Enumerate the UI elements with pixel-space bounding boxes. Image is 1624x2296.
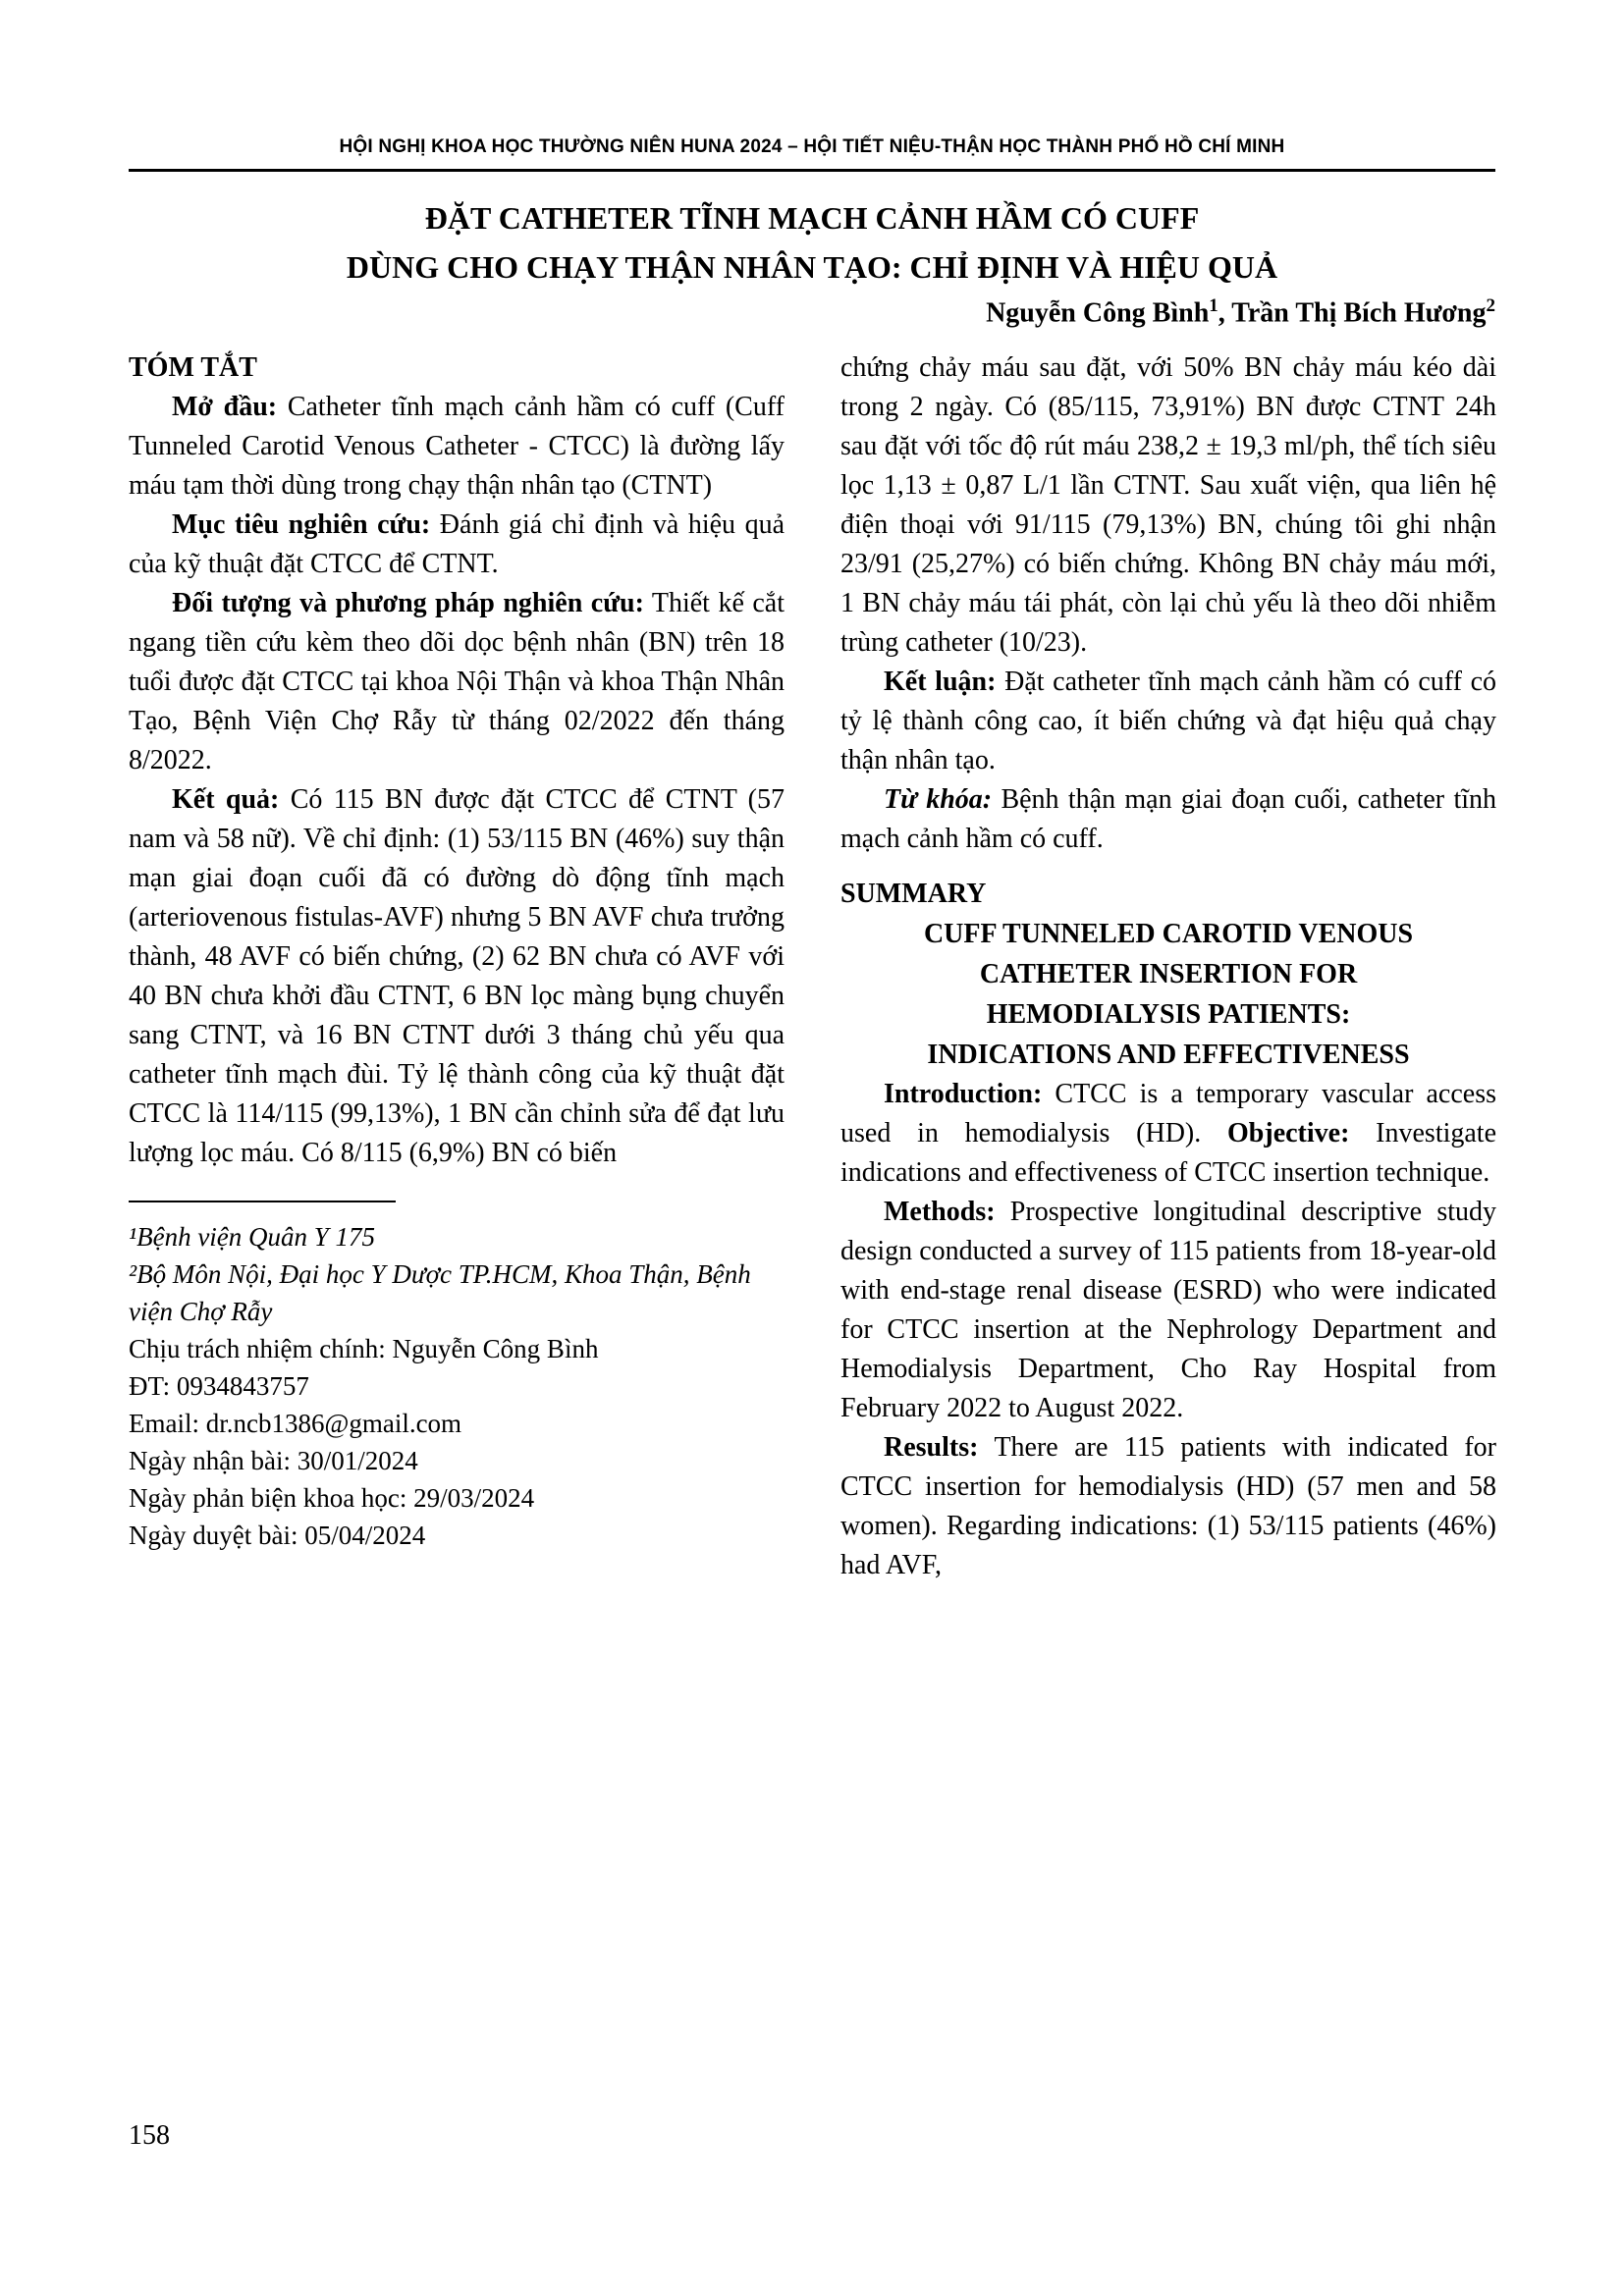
conclusion-paragraph — [840, 663, 1496, 780]
summary-introduction-paragraph — [840, 1075, 1496, 1193]
left-column — [129, 348, 785, 1554]
conference-header-text: HỘI NGHỊ KHOA HỌC THƯỜNG NIÊN HUNA 2024 – HỘI TIẾT NIỆU-THẬN HỌC THÀNH PHỐ HỒ CHÍ MINH — [339, 136, 1285, 157]
intro-text: Catheter tĩnh mạch cảnh hầm có cuff (Cuff Tunneled Carotid Venous Catheter - CTCC) là đường lấy máu tạm thời dùng trong chạy thận nhân tạo (CTNT) — [129, 392, 785, 501]
keywords-paragraph — [840, 780, 1496, 859]
keywords-label: Từ khóa: — [884, 784, 993, 815]
affiliation-2: ²Bộ Môn Nội, Đại học Y Dược TP.HCM, Khoa Thận, Bệnh viện Chợ Rẫy — [129, 1259, 751, 1326]
author-1-affiliation-mark: 1 — [1209, 295, 1218, 316]
footnote-block — [129, 1201, 785, 1554]
results-label: Kết quả: — [172, 784, 280, 815]
summary-objective-text: Investigate indications and effectiveness of CTCC insertion technique. — [840, 1118, 1497, 1188]
summary-methods-label: Methods: — [884, 1197, 996, 1227]
email-address: Email: dr.ncb1386@gmail.com — [129, 1409, 462, 1438]
right-column — [840, 348, 1496, 1585]
author-2-name: , Trần Thị Bích Hương — [1218, 297, 1487, 329]
english-title-line4: INDICATIONS AND EFFECTIVENESS — [927, 1040, 1410, 1070]
affiliation-1: ¹Bệnh viện Quân Y 175 — [129, 1222, 376, 1252]
english-title-line2: CATHETER INSERTION FOR — [979, 959, 1358, 989]
english-title — [840, 914, 1496, 1075]
corresponding-author: Chịu trách nhiệm chính: Nguyễn Công Bình — [129, 1334, 599, 1363]
summary-heading: SUMMARY — [840, 879, 987, 909]
phone-number: ĐT: 0934843757 — [129, 1371, 309, 1401]
author-1-name: Nguyễn Công Bình — [986, 297, 1210, 329]
date-received: Ngày nhận bài: 30/01/2024 — [129, 1446, 418, 1475]
abstract-heading: TÓM TẮT — [129, 352, 257, 383]
date-accepted: Ngày duyệt bài: 05/04/2024 — [129, 1521, 426, 1550]
abstract-methods-paragraph — [129, 584, 785, 780]
english-title-line3: HEMODIALYSIS PATIENTS: — [986, 999, 1351, 1030]
results-continued-paragraph: chứng chảy máu sau đặt, với 50% BN chảy máu kéo dài trong 2 ngày. Có (85/115, 73,91%) BN được CTNT 24h sau đặt với tốc độ rút máu 238,2 ± 19,3 ml/ph, thể tích siêu lọc 1,13 ± 0,87 L/1 lần CTNT. Sau xuất viện, qua liên hệ điện thoại với 91/115 (79,13%) BN, chúng tôi ghi nhận 23/91 (25,27%) có biến chứng. Không BN chảy máu mới, 1 BN chảy máu tái phát, còn lại chủ yếu là theo dõi nhiễm trùng catheter (10/23). — [840, 352, 1496, 658]
article-title-line1: ĐẶT CATHETER TĨNH MẠCH CẢNH HẦM CÓ CUFF — [424, 200, 1200, 236]
summary-introduction-text: CTCC is a temporary vascular access used in hemodialysis (HD). — [840, 1079, 1496, 1148]
intro-label: Mở đầu: — [172, 392, 278, 422]
abstract-intro-paragraph — [129, 388, 785, 506]
authors-line — [129, 295, 1495, 329]
english-title-line1: CUFF TUNNELED CAROTID VENOUS — [923, 919, 1414, 949]
running-header — [129, 136, 1495, 172]
objective-label: Mục tiêu nghiên cứu: — [172, 509, 431, 540]
abstract-results-paragraph — [129, 780, 785, 1173]
keywords-text: Bệnh thận mạn giai đoạn cuối, catheter tĩnh mạch cảnh hầm có cuff. — [840, 784, 1497, 854]
objective-text: Đánh giá chỉ định và hiệu quả của kỹ thuật đặt CTCC để CTNT. — [129, 509, 785, 579]
summary-introduction-label: Introduction: — [884, 1079, 1043, 1109]
summary-methods-paragraph — [840, 1193, 1496, 1428]
article-title — [129, 193, 1495, 292]
summary-results-label: Results: — [884, 1432, 979, 1463]
methods-label: Đối tượng và phương pháp nghiên cứu: — [172, 588, 644, 618]
author-2-affiliation-mark: 2 — [1486, 295, 1495, 316]
conclusion-text: Đặt catheter tĩnh mạch cảnh hầm có cuff có tỷ lệ thành công cao, ít biến chứng và đạt hiệu quả chạy thận nhân tạo. — [840, 667, 1497, 775]
date-reviewed: Ngày phản biện khoa học: 29/03/2024 — [129, 1483, 535, 1513]
summary-results-text: There are 115 patients with indicated for CTCC insertion for hemodialysis (HD) (57 men and 58 women). Regarding indications: (1) 53/115 patients (46%) had AVF, — [840, 1432, 1497, 1580]
summary-results-paragraph — [840, 1428, 1496, 1585]
methods-text: Thiết kế cắt ngang tiền cứu kèm theo dõi dọc bệnh nhân (BN) trên 18 tuổi được đặt CTCC tại khoa Nội Thận và khoa Thận Nhân Tạo, Bệnh Viện Chợ Rẫy từ tháng 02/2022 đến tháng 8/2022. — [129, 588, 785, 775]
article-title-line2: DÙNG CHO CHẠY THẬN NHÂN TẠO: CHỈ ĐỊNH VÀ HIỆU QUẢ — [346, 249, 1278, 285]
footnote-separator — [129, 1201, 396, 1202]
conclusion-label: Kết luận: — [884, 667, 997, 697]
abstract-objective-paragraph — [129, 506, 785, 584]
results-text: Có 115 BN được đặt CTCC để CTNT (57 nam và 58 nữ). Về chỉ định: (1) 53/115 BN (46%) suy thận mạn giai đoạn cuối đã có đường dò động tĩnh mạch (arteriovenous fistulas-AVF) nhưng 5 BN AVF chưa trưởng thành, 48 AVF có biến chứng, (2) 62 BN chưa có AVF với 40 BN chưa khởi đầu CTNT, 6 BN lọc màng bụng chuyển sang CTNT, và 16 BN CTNT dưới 3 tháng chủ yếu qua catheter tĩnh mạch đùi. Tỷ lệ thành công của kỹ thuật đặt CTCC là 114/115 (99,13%), 1 BN cần chỉnh sửa để đạt lưu lượng lọc máu. Có 8/115 (6,9%) BN có biến — [129, 784, 785, 1168]
page-number: 158 — [129, 2120, 170, 2151]
summary-objective-label: Objective: — [1227, 1118, 1350, 1148]
summary-methods-text: Prospective longitudinal descriptive study design conducted a survey of 115 patients from 18-year-old with end-stage renal disease (ESRD) who were indicated for CTCC insertion at the Nephrology Department and Hemodialysis Department, Cho Ray Hospital from February 2022 to August 2022. — [840, 1197, 1496, 1423]
